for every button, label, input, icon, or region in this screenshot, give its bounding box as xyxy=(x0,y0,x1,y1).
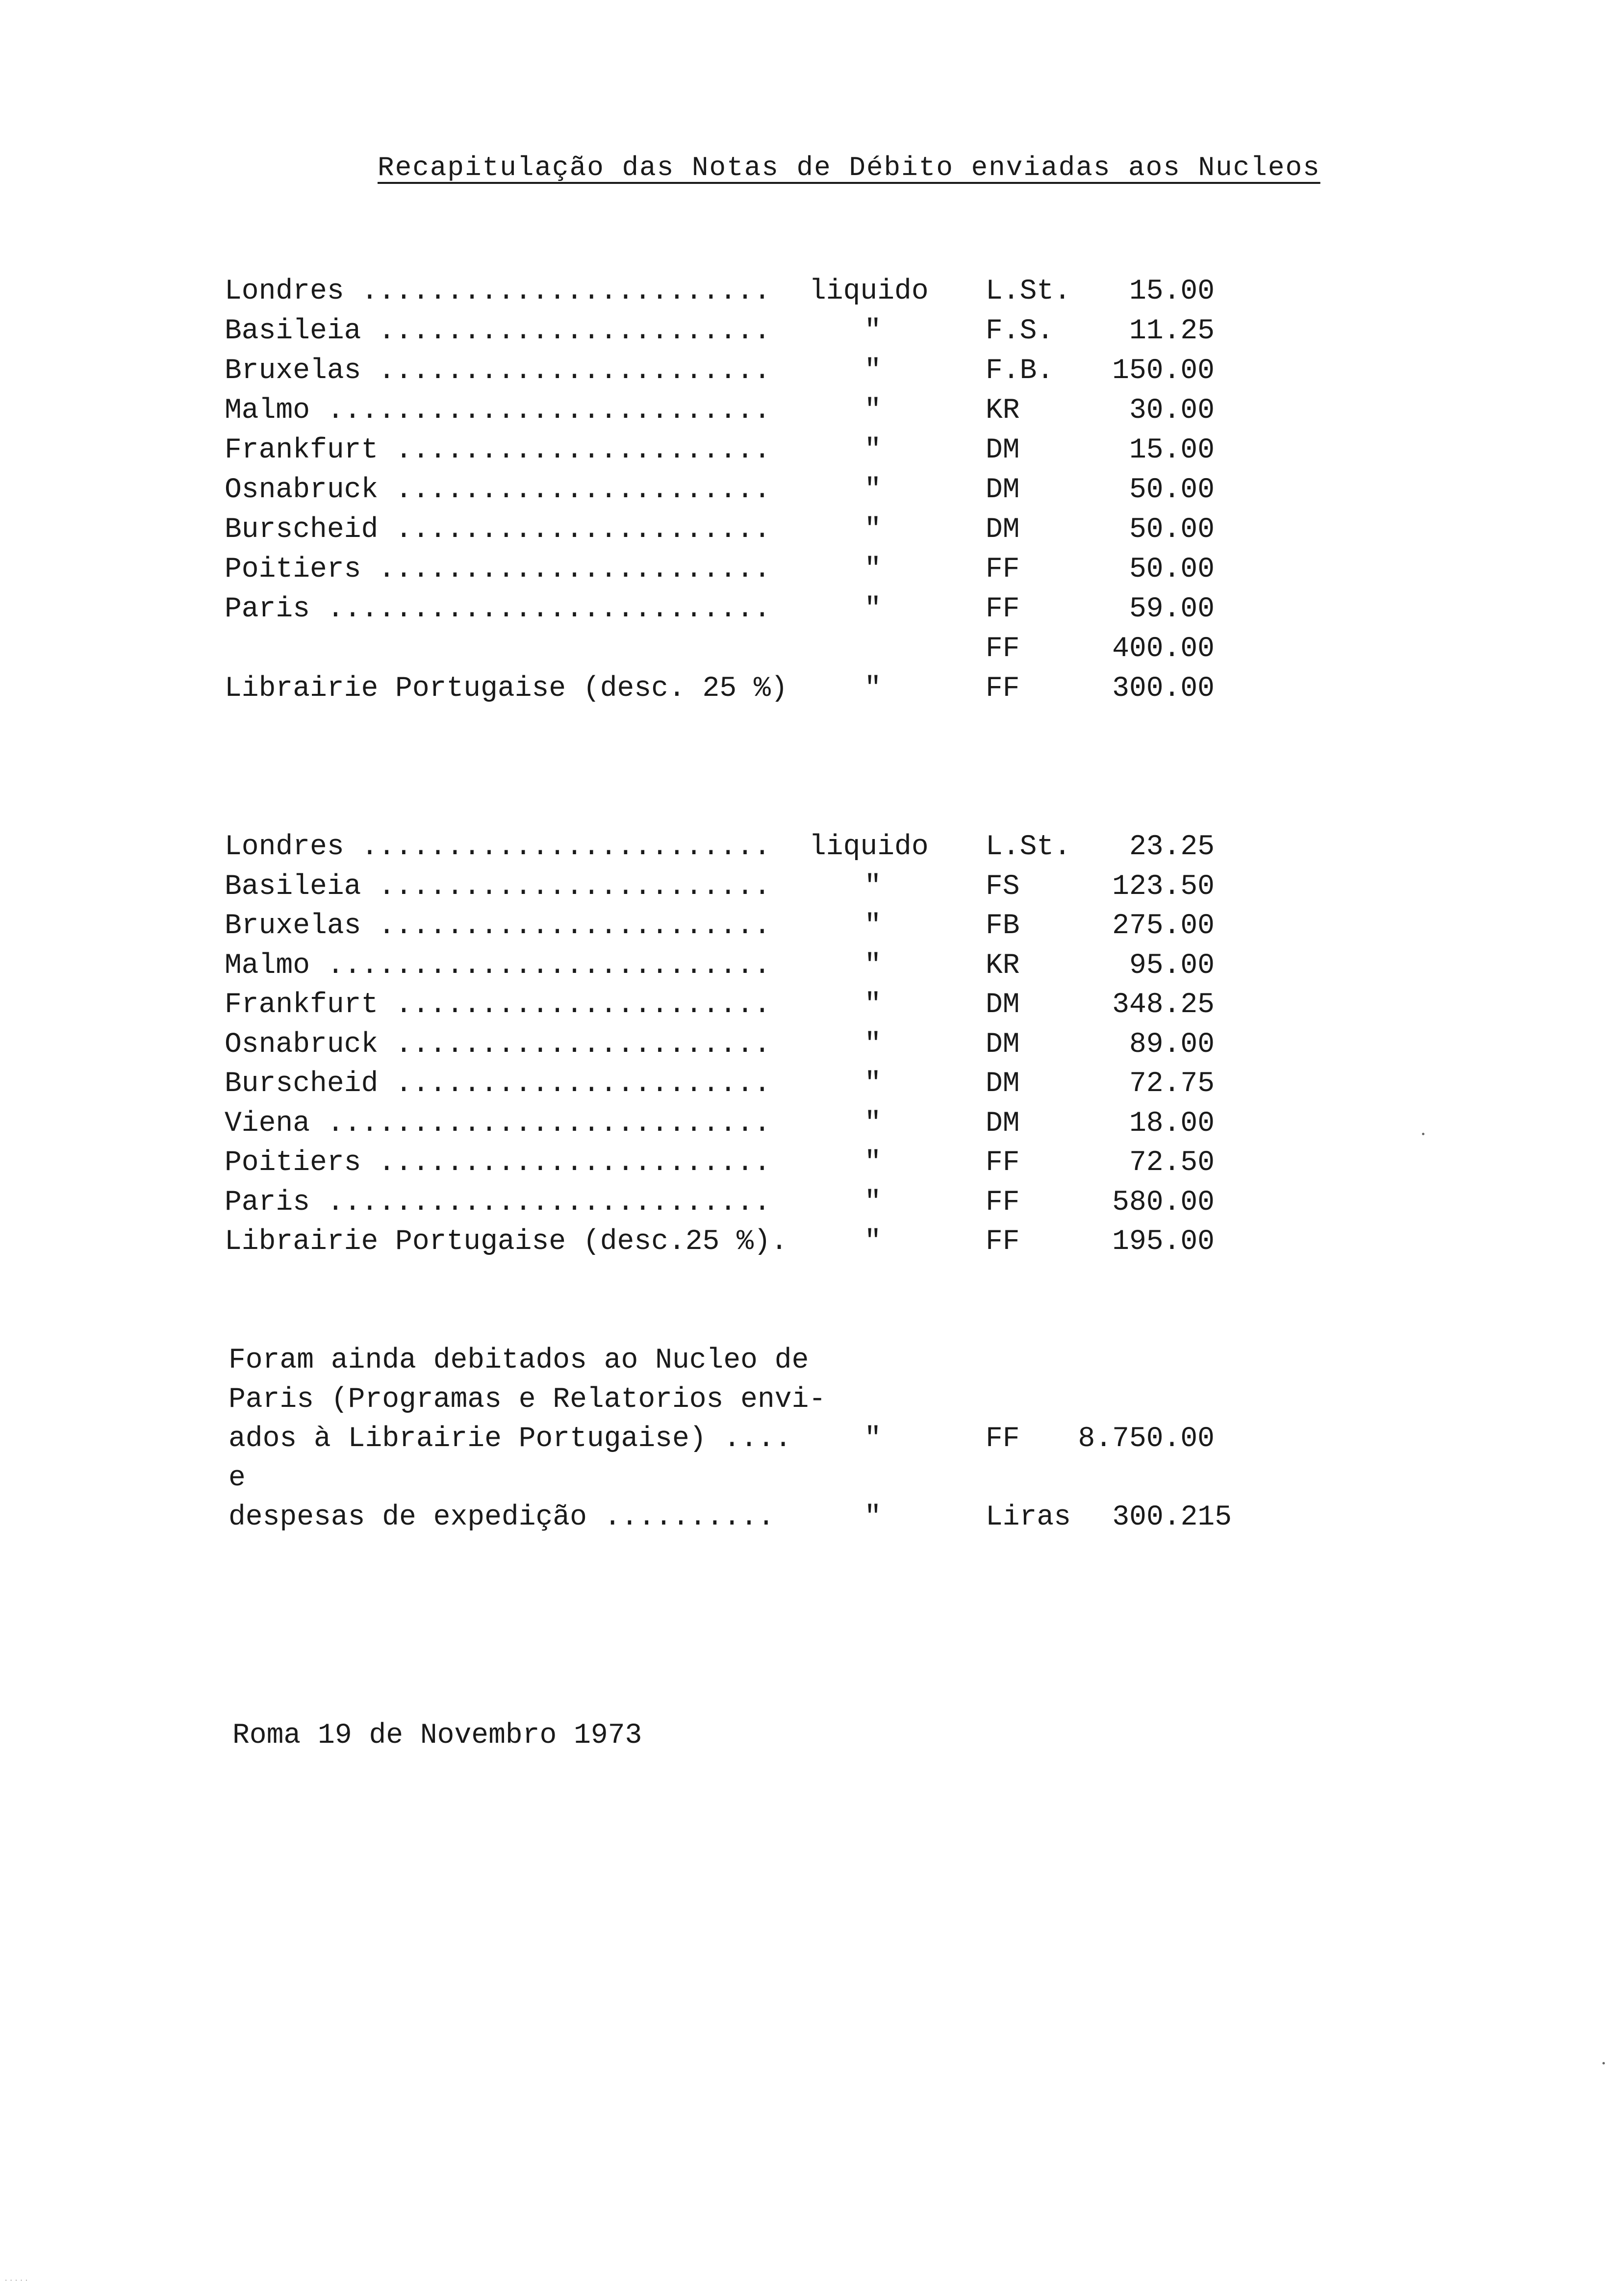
ditto-mark: " xyxy=(864,1502,882,1533)
ditto-mark: " xyxy=(864,870,882,903)
debit-row xyxy=(0,1144,1624,1183)
amount: 300.00 xyxy=(1112,673,1215,705)
branch-name: Burscheid ...................... xyxy=(225,514,771,546)
amount: 275.00 xyxy=(1112,910,1215,942)
branch-name: Burscheid ...................... xyxy=(225,1068,771,1100)
ditto-mark: " xyxy=(864,1147,882,1179)
additional-line-4: e xyxy=(228,1462,246,1494)
ditto-mark: " xyxy=(864,474,882,506)
debit-row xyxy=(0,986,1624,1025)
ditto-mark: " xyxy=(864,910,882,942)
amount: 300.215 xyxy=(1112,1502,1232,1533)
currency: FF xyxy=(986,673,1020,705)
currency: Liras xyxy=(986,1502,1071,1533)
debit-row xyxy=(0,907,1624,946)
additional-charge-2 xyxy=(0,1498,1624,1537)
currency: DM xyxy=(986,514,1020,546)
branch-name: Londres ........................ xyxy=(225,831,771,863)
ditto-mark: " xyxy=(864,395,882,427)
ditto-mark: " xyxy=(864,315,882,347)
branch-name: Basileia ....................... xyxy=(225,870,771,903)
currency: F.B. xyxy=(986,355,1054,387)
additional-charge-1 xyxy=(0,1420,1624,1459)
branch-name: Frankfurt ...................... xyxy=(225,434,771,466)
branch-name: Malmo .......................... xyxy=(225,949,771,982)
payment-note: liquido xyxy=(809,276,929,307)
debit-row xyxy=(0,1183,1624,1222)
additional-line-1: Foram ainda debitados ao Nucleo de xyxy=(228,1345,809,1376)
debit-row xyxy=(0,1025,1624,1065)
branch-name: Poitiers ....................... xyxy=(225,554,771,585)
amount: 23.25 xyxy=(1129,831,1215,863)
currency: F.S. xyxy=(986,315,1054,347)
ditto-mark: " xyxy=(864,1107,882,1140)
currency: DM xyxy=(986,1028,1020,1061)
ditto-mark: " xyxy=(864,514,882,546)
branch-name: Paris .......................... xyxy=(225,1186,771,1219)
amount: 580.00 xyxy=(1112,1186,1215,1219)
amount: 89.00 xyxy=(1129,1028,1215,1061)
currency: FB xyxy=(986,910,1020,942)
amount: 8.750.00 xyxy=(1078,1423,1215,1455)
amount: 50.00 xyxy=(1129,554,1215,585)
debit-row xyxy=(0,510,1624,550)
ditto-mark: " xyxy=(864,1028,882,1061)
ditto-mark: " xyxy=(864,593,882,625)
currency: FF xyxy=(986,1226,1020,1258)
debit-row xyxy=(0,550,1624,589)
debit-row xyxy=(0,312,1624,351)
ditto-mark: " xyxy=(864,434,882,466)
currency: FF xyxy=(986,1147,1020,1179)
debit-row xyxy=(0,431,1624,470)
currency: DM xyxy=(986,434,1020,466)
amount: 195.00 xyxy=(1112,1226,1215,1258)
ditto-mark: " xyxy=(864,673,882,705)
amount: 72.75 xyxy=(1129,1068,1215,1100)
amount: 30.00 xyxy=(1129,395,1215,427)
amount: 150.00 xyxy=(1112,355,1215,387)
ditto-mark: " xyxy=(864,949,882,982)
ditto-mark: " xyxy=(864,355,882,387)
amount: 95.00 xyxy=(1129,949,1215,982)
document-title: Recapitulação das Notas de Débito enviadas aos Nucleos xyxy=(378,152,1320,183)
debit-row xyxy=(0,630,1624,669)
debit-row xyxy=(0,828,1624,867)
debit-row xyxy=(0,1222,1624,1262)
payment-note: liquido xyxy=(809,831,929,863)
amount: 400.00 xyxy=(1112,633,1215,665)
debit-row xyxy=(0,590,1624,629)
currency: FF xyxy=(986,1186,1020,1219)
debit-row xyxy=(0,391,1624,431)
amount: 72.50 xyxy=(1129,1147,1215,1179)
amount: 15.00 xyxy=(1129,276,1215,307)
ditto-mark: " xyxy=(864,554,882,585)
amount: 59.00 xyxy=(1129,593,1215,625)
currency: FS xyxy=(986,870,1020,903)
branch-name: Basileia ....................... xyxy=(225,315,771,347)
paper-speck xyxy=(1602,2062,1605,2064)
ditto-mark: " xyxy=(864,1226,882,1258)
additional-line-5: despesas de expedição .......... xyxy=(228,1502,775,1533)
ditto-mark: " xyxy=(864,1186,882,1219)
currency: FF xyxy=(986,633,1020,665)
additional-line-2: Paris (Programas e Relatorios envi- xyxy=(228,1384,826,1416)
currency: DM xyxy=(986,989,1020,1021)
amount: 11.25 xyxy=(1129,315,1215,347)
currency: L.St. xyxy=(986,276,1071,307)
branch-name: Osnabruck ...................... xyxy=(225,474,771,506)
branch-name: Bruxelas ....................... xyxy=(225,910,771,942)
amount: 18.00 xyxy=(1129,1107,1215,1140)
debit-row xyxy=(0,352,1624,391)
currency: FF xyxy=(986,1423,1020,1455)
debit-row xyxy=(0,669,1624,709)
debit-row xyxy=(0,946,1624,986)
branch-name: Paris .......................... xyxy=(225,593,771,625)
branch-name: Londres ........................ xyxy=(225,276,771,307)
currency: KR xyxy=(986,949,1020,982)
debit-row xyxy=(0,471,1624,510)
branch-name: Bruxelas ....................... xyxy=(225,355,771,387)
amount: 348.25 xyxy=(1112,989,1215,1021)
amount: 123.50 xyxy=(1112,870,1215,903)
amount: 15.00 xyxy=(1129,434,1215,466)
branch-name: Viena .......................... xyxy=(225,1107,771,1140)
branch-name: Librairie Portugaise (desc. 25 %) xyxy=(225,673,788,705)
paper-speck xyxy=(1422,1133,1424,1135)
branch-name: Frankfurt ...................... xyxy=(225,989,771,1021)
amount: 50.00 xyxy=(1129,514,1215,546)
debit-row xyxy=(0,272,1624,311)
debit-row xyxy=(0,1065,1624,1104)
branch-name: Osnabruck ...................... xyxy=(225,1028,771,1061)
currency: KR xyxy=(986,395,1020,427)
currency: DM xyxy=(986,1107,1020,1140)
currency: DM xyxy=(986,474,1020,506)
document-date: Roma 19 de Novembro 1973 xyxy=(232,1720,642,1752)
branch-name: Poitiers ....................... xyxy=(225,1147,771,1179)
scan-edge-mark: ..... xyxy=(4,2275,30,2283)
ditto-mark: " xyxy=(864,1068,882,1100)
additional-line-3: ados à Librairie Portugaise) .... xyxy=(228,1423,792,1455)
debit-row xyxy=(0,1104,1624,1144)
currency: DM xyxy=(986,1068,1020,1100)
ditto-mark: " xyxy=(864,1423,882,1455)
currency: FF xyxy=(986,554,1020,585)
debit-row xyxy=(0,867,1624,907)
branch-name: Librairie Portugaise (desc.25 %). xyxy=(225,1226,788,1258)
amount: 50.00 xyxy=(1129,474,1215,506)
ditto-mark: " xyxy=(864,989,882,1021)
branch-name: Malmo .......................... xyxy=(225,395,771,427)
currency: FF xyxy=(986,593,1020,625)
currency: L.St. xyxy=(986,831,1071,863)
